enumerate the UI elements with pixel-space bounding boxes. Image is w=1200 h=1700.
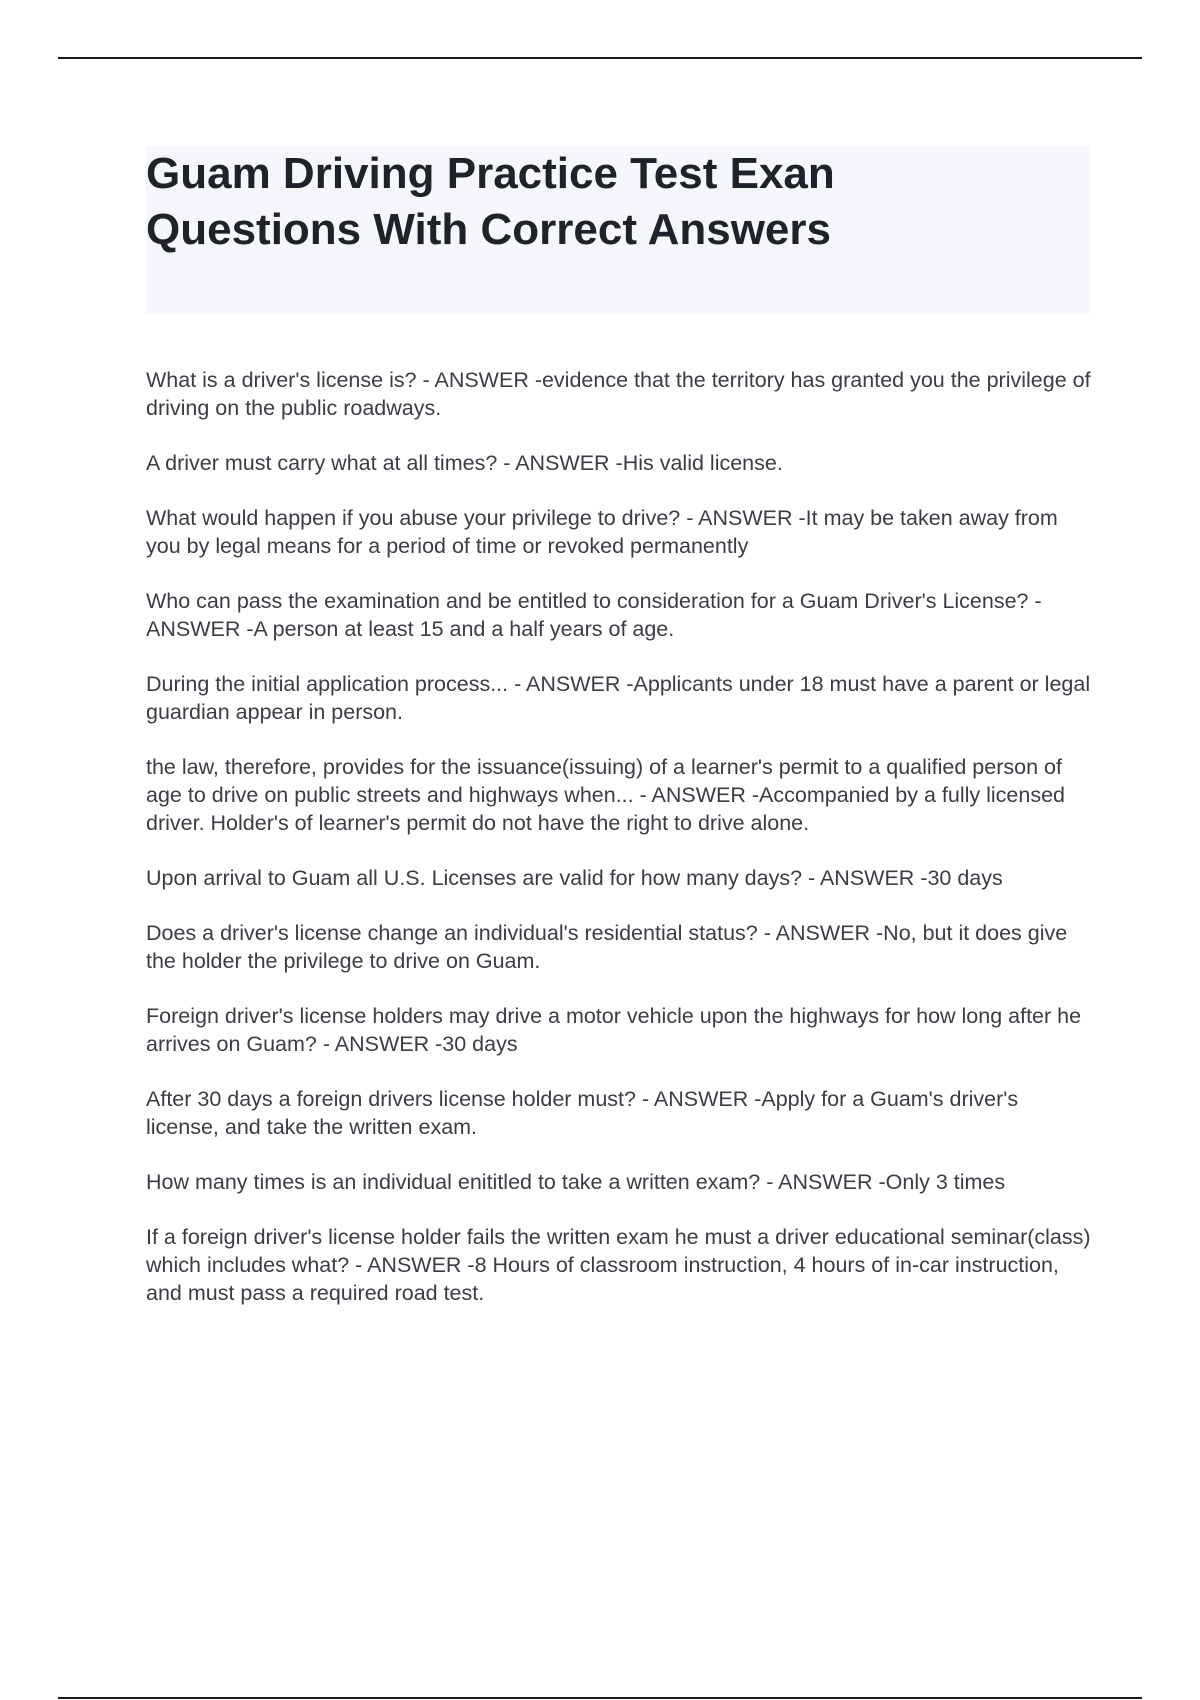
qa-item-11: How many times is an individual enititled to take a written exam? - ANSWER -Only 3 times: [146, 1170, 1006, 1194]
qa-item-3: What would happen if you abuse your privilege to drive? - ANSWER -It may be taken away from you by legal means for a period of time or revoked permanently: [146, 506, 1058, 558]
qa-item-8: Does a driver's license change an individual's residential status? - ANSWER -No, but it does give the holder the privilege to drive on Guam.: [146, 921, 1068, 973]
qa-item-5: During the initial application process... - ANSWER -Applicants under 18 must have a parent or legal guardian appear in person.: [146, 672, 1091, 724]
qa-item-12: If a foreign driver's license holder fails the written exam he must a driver educational seminar(class) which includes what? - ANSWER -8 Hours of classroom instruction, 4 hours of in-car instruction, and must pass a required road test.: [146, 1225, 1091, 1305]
qa-item-9: Foreign driver's license holders may drive a motor vehicle upon the highways for how long after he arrives on Guam? - ANSWER -30 days: [146, 1004, 1082, 1056]
qa-item-6: the law, therefore, provides for the issuance(issuing) of a learner's permit to a qualified person of age to drive on public streets and highways when... - ANSWER -Accompanied by a fully licensed driver. Holder's of learner's permit do not have the right to drive alone.: [146, 755, 1065, 835]
bottom-rule: [58, 1697, 1142, 1699]
title-block: [146, 146, 1090, 314]
qa-item-10: After 30 days a foreign drivers license holder must? - ANSWER -Apply for a Guam's driver's license, and take the written exam.: [146, 1087, 1019, 1139]
document-title: Guam Driving Practice Test Exan Questions With Correct Answers: [146, 149, 835, 254]
qa-item-7: Upon arrival to Guam all U.S. Licenses are valid for how many days? - ANSWER -30 days: [146, 866, 1003, 890]
qa-item-1: What is a driver's license is? - ANSWER -evidence that the territory has granted you the privilege of driving on the public roadways.: [146, 368, 1091, 420]
qa-list: [146, 366, 1092, 1334]
qa-item-2: A driver must carry what at all times? - ANSWER -His valid license.: [146, 451, 783, 475]
qa-item-4: Who can pass the examination and be entitled to consideration for a Guam Driver's License? - ANSWER -A person at least 15 and a half years of age.: [146, 589, 1042, 641]
top-rule: [58, 57, 1142, 59]
